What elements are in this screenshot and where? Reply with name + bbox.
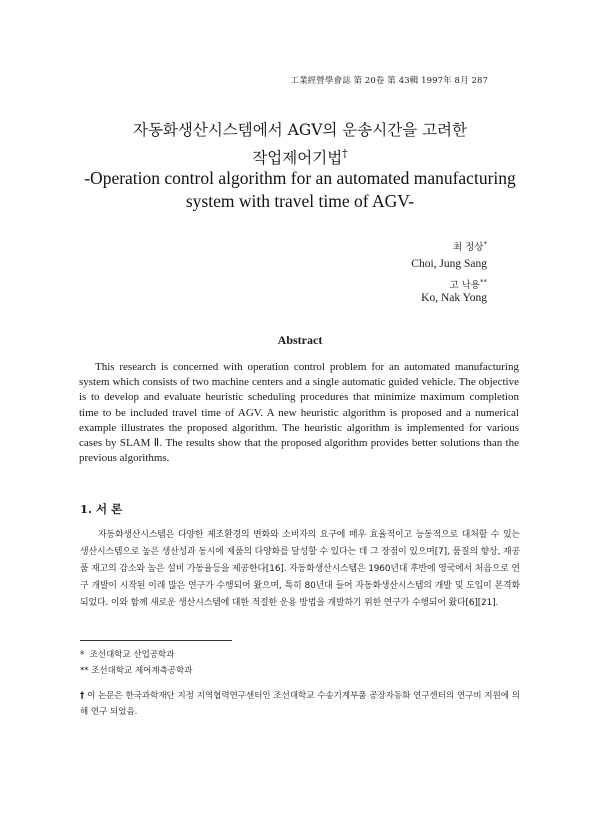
title-english-line1: -Operation control algorithm for an automated manufacturing: [84, 168, 516, 188]
title-korean-line2-text: 작업제어기법: [252, 149, 343, 168]
author2-korean-name: 고 낙용: [449, 280, 480, 292]
abstract-heading: Abstract: [277, 333, 323, 347]
footnote-2-mark: **: [80, 666, 89, 676]
footnote-2-text: 조선대학교 제어계측공학과: [91, 666, 193, 676]
author2-english: Ko, Nak Yong: [421, 292, 487, 304]
journal-citation: 工業經營學會誌 第 20卷 第 43輯 1997年 8月 287: [290, 76, 488, 86]
author1-korean: [453, 236, 487, 256]
title-korean-line1: 자동화생산시스템에서 AGV의 운송시간을 고려한: [132, 121, 468, 139]
title-english-line2: system with travel time of AGV-: [185, 191, 415, 211]
funding-acknowledgement: [80, 688, 520, 720]
footnote-1-text: 조선대학교 산업공학과: [89, 650, 175, 660]
title-dagger-mark: †: [342, 147, 348, 160]
author2-mark: **: [480, 278, 487, 286]
author1-english: Choi, Jung Sang: [411, 258, 487, 270]
footnote-1-mark: *: [80, 650, 85, 660]
footnote-affiliation-1: [80, 648, 174, 662]
author1-mark: *: [483, 240, 487, 248]
introduction-paragraph: 자동화생산시스템은 다양한 제조환경의 변화와 소비자의 요구에 매우 효율적이고 능동적으로 대처할 수 있는 생산시스템으로 높은 생산성과 동시에 제품의 다양화를 달성할 수 있다는 데 그 장점이 있으며[7], 품질의 향상, 재공품 재고의 감소와 높은 설비 가동율등을 제공한다[16]. 자동화생산시스템은 1960년대 후반에 영국에서 처음으로 연구 개발이 시작된 이래 많은 연구가 수행되어 왔으며, 특히 80년대 들어 자동화생산시스템의 개발 및 도입이 본격화 되었다. 이와 함께 새로운 생산시스템에 대한 적절한 운용 방법을 개발하기 위한 연구가 수행되어 왔다[6][21].: [80, 530, 520, 609]
footnote-affiliation-2: [80, 664, 192, 678]
abstract-text: This research is concerned with operation control problem for an automated manufacturing system which consists of two machine centers and a single automatic guided vehicle. The objective is to develop and evaluate heuristic scheduling procedures that minimize maximum completion time to be included travel time of AGV. A new heuristic algorithm is proposed and a numerical example illustrates the proposed algorithm. The heuristic algorithm is implemented for various cases by SLAM Ⅱ. The results show that the proposed algorithm provides better solutions than the previous algorithms.: [79, 361, 519, 465]
title-korean-line2: [0, 143, 600, 169]
footnote-divider: [80, 640, 232, 641]
acknowledgement-text: 이 논문은 한국과학재단 지정 지역협력연구센터인 조선대학교 수송기계부품 공장자동화 연구센터의 연구비 지원에 의해 연구 되었음.: [80, 691, 520, 717]
acknowledgement-dagger: †: [80, 691, 85, 701]
section-heading-introduction: 1. 서 론: [80, 502, 123, 516]
author1-korean-name: 최 정상: [452, 242, 484, 254]
